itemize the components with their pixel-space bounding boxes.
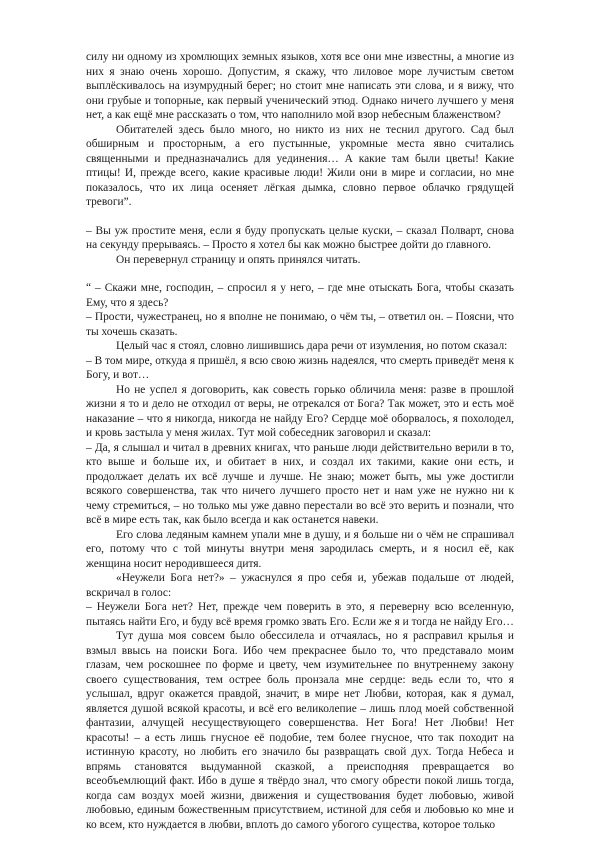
paragraph: Но не успел я договорить, как совесть горько обличила меня: разве в прошлой жизни я то и дело не отходил от веры, не отрекался от Бога? Так может, это и есть моё наказание – что я никогда, никогда не найду Его? Сердце моё оборвалось, я похолодел, и кровь застыла у меня жилах. Тут мой собеседник заговорил и сказал: xyxy=(86,383,514,439)
paragraph: силу ни одному из хромлющих земных языков, хотя все они мне известны, а многие из них я знаю очень хорошо. Допустим, я скажу, что лиловое море лучистым светом выплёскивалось на изумрудный берег; но стоит мне написать эти слова, и я вижу, что они грубые и топорные, как первый ученический этюд. Однако ничего лучшего у меня нет, а как ещё мне рассказать о том, что наполнило мой взор небесным блаженством? xyxy=(86,51,514,121)
paragraph: – В том мире, откуда я пришёл, я всю свою жизнь надеялся, что смерть приведёт меня к Богу, и вот… xyxy=(86,354,514,381)
paragraph: – Прости, чужестранец, но я вполне не понимаю, о чём ты, – ответил он. – Поясни, что ты хочешь сказать. xyxy=(86,311,514,338)
paragraph: Целый час я стоял, словно лишившись дара речи от изумления, но потом сказал: xyxy=(116,340,508,352)
paragraph: “ – Скажи мне, господин, – спросил я у него, – где мне отыскать Бога, чтобы сказать Ему, что я здесь? xyxy=(86,282,514,309)
paragraph: «Неужели Бога нет?» – ужаснулся я про себя и, убежав подальше от людей, вскричал в голос: xyxy=(86,572,514,599)
paragraph: – Вы уж простите меня, если я буду пропускать целые куски, – сказал Полварт, снова на секунду прерываясь. – Просто я хотел бы как можно быстрее дойти до главного. xyxy=(86,224,514,251)
paragraph: Тут душа моя совсем было обессилела и отчаялась, но я расправил крылья и взмыл ввысь на поиски Бога. Ибо чем прекраснее было то, что представало моим глазам, чем роскошнее по форме и цвету, чем изумительнее по внутреннему закону своего существования, тем острее боль пронзала мне сердце: ведь если то, что я услышал, вдруг окажется правдой, значит, в мире нет Любви, которая, как я думал, является душой всякой красоты, и всё его великолепие – лишь плод моей собственной фантазии, алчущей несуществующего совершенства. Нет Бога! Нет Любви! Нет красоты! – а есть лишь гнусное её подобие, тем более гнусное, что так походит на истинную красоту, но любить его значило бы развращать свой дух. Тогда Небеса и впрямь становятся выдуманной сказкой, а преисподняя превращается во всеобъемлющий факт. Ибо в душе я твёрдо знал, что смогу обрести покой лишь тогда, когда сам воздух моей жизни, движения и существования будет любовью, живой любовью, единым божественным присутствием, истиной для себя и любовью ко мне и ко всем, кто нуждается в любви, вплоть до самого убогого существа, которое только xyxy=(86,630,514,831)
paragraph: Обитателей здесь было много, но никто из них не теснил другого. Сад был обширным и просторным, а его пустынные, укромные места явно считались священными и предназначались для уединения… А какие там были цветы! Какие птицы! И, прежде всего, какие красивые люди! Жили они в мире и согласии, но мне показалось, что их лица осеняет лёгкая дымка, словно первое облачко грядущей тревоги”. xyxy=(86,123,514,208)
paragraph: – Да, я слышал и читал в древних книгах, что раньше люди действительно верили в то, кто выше и больше их, и обитает в них, и создал их такими, какие они есть, и продолжает делать их всё лучше и лучше. Не знаю; может быть, мы уже достигли всякого совершенства, так что ничего лучшего просто нет и нам уже не нужно ни к чему стремиться, – но только мы уже давно перестали во всё это верить и познали, что всё в мире есть так, как было всегда и как останется навеки. xyxy=(86,441,514,526)
paragraph: Он перевернул страницу и опять принялся читать. xyxy=(116,253,361,266)
paragraph: Его слова ледяным камнем упали мне в душу, и я больше ни о чём не спрашивал его, потому что с той минуты внутри меня зародилась смерть, и я носил её, как женщина носит неродившееся дитя. xyxy=(86,528,514,570)
paragraph: – Неужели Бога нет? Нет, прежде чем поверить в это, я переверну всю вселенную, пытаясь найти Его, и буду всё время громко звать Его. Если же я и тогда не найду Его… xyxy=(86,601,514,628)
